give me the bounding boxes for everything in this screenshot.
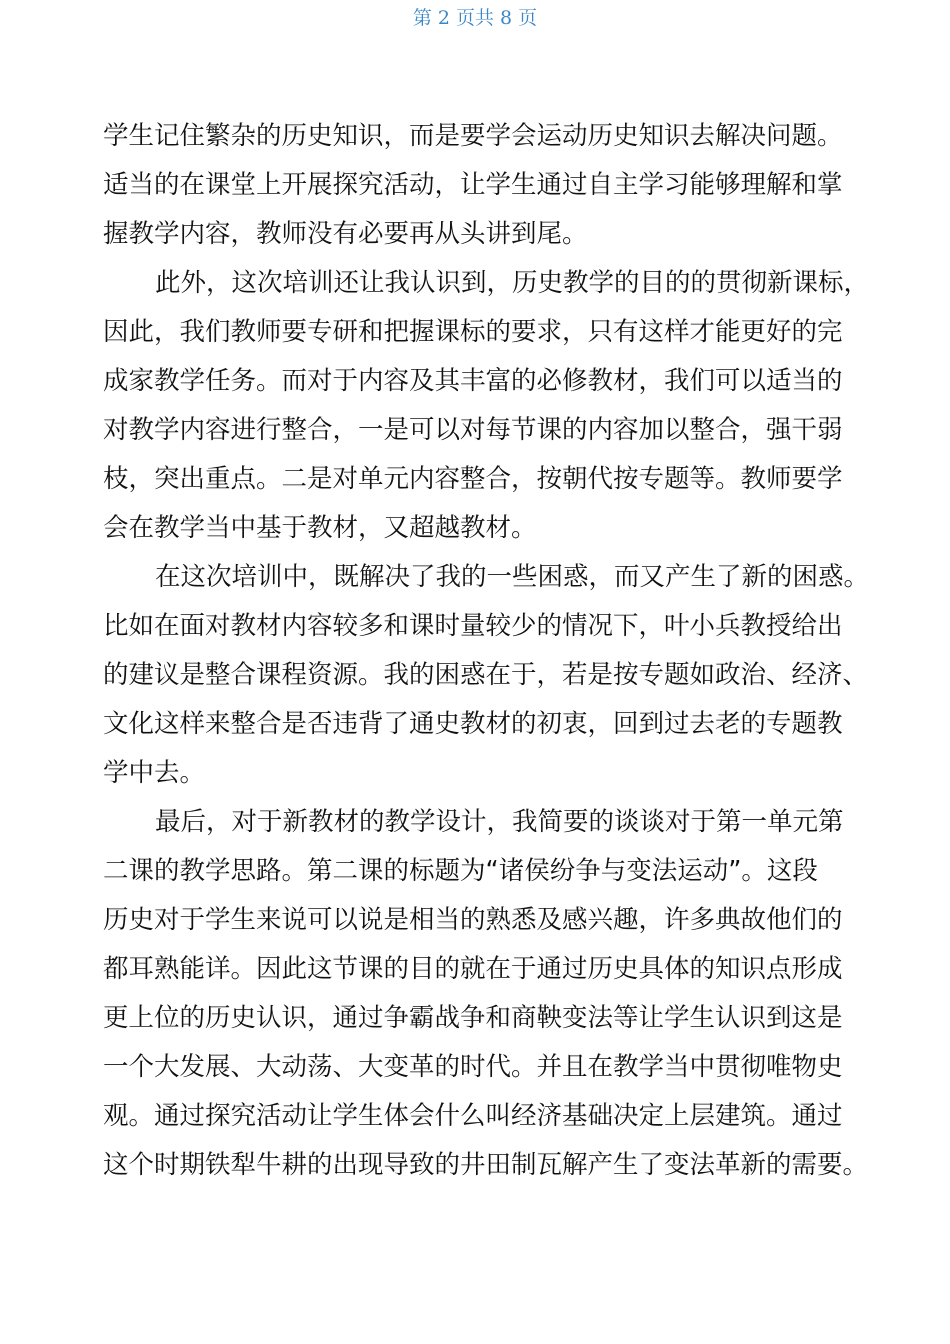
text-line: 历史对于学生来说可以说是相当的熟悉及感兴趣，许多典故他们的 xyxy=(103,905,843,935)
text-line: 都耳熟能详。因此这节课的目的就在于通过历史具体的知识点形成 xyxy=(103,954,843,984)
text-line: 因此，我们教师要专研和把握课标的要求，只有这样才能更好的完 xyxy=(103,317,843,347)
text-line: 更上位的历史认识，通过争霸战争和商鞅变法等让学生认识到这是 xyxy=(103,1003,843,1033)
text-line: 学中去。 xyxy=(103,758,206,788)
text-line: 会在教学当中基于教材，又超越教材。 xyxy=(103,513,537,543)
text-line: 比如在面对教材内容较多和课时量较少的情况下，叶小兵教授给出 xyxy=(103,611,843,641)
text-line: 成家教学任务。而对于内容及其丰富的必修教材，我们可以适当的 xyxy=(103,366,843,396)
text-line: 这个时期铁犁牛耕的出现导致的井田制瓦解产生了变法革新的需要。 xyxy=(103,1150,869,1180)
page-number-header: 第 2 页共 8 页 xyxy=(412,7,538,29)
text-line: 的建议是整合课程资源。我的困惑在于，若是按专题如政治、经济、 xyxy=(103,660,869,690)
text-line: 观。通过探究活动让学生体会什么叫经济基础决定上层建筑。通过 xyxy=(103,1101,843,1131)
paragraph-first-line: 在这次培训中，既解决了我的一些困惑，而又产生了新的困惑。 xyxy=(155,562,870,592)
text-line: 对教学内容进行整合，一是可以对每节课的内容加以整合，强干弱 xyxy=(103,415,843,445)
paragraph-first-line: 最后，对于新教材的教学设计，我简要的谈谈对于第一单元第 xyxy=(155,807,844,837)
text-line: 适当的在课堂上开展探究活动，让学生通过自主学习能够理解和掌 xyxy=(103,170,843,200)
paragraph-first-line: 此外，这次培训还让我认识到，历史教学的目的的贯彻新课标， xyxy=(155,268,870,298)
text-line: 握教学内容，教师没有必要再从头讲到尾。 xyxy=(103,219,588,249)
text-line: 二课的教学思路。第二课的标题为“诸侯纷争与变法运动”。这段 xyxy=(103,856,818,886)
text-line: 一个大发展、大动荡、大变革的时代。并且在教学当中贯彻唯物史 xyxy=(103,1052,843,1082)
text-line: 文化这样来整合是否违背了通史教材的初衷，回到过去老的专题教 xyxy=(103,709,843,739)
text-line: 枝，突出重点。二是对单元内容整合，按朝代按专题等。教师要学 xyxy=(103,464,843,494)
text-line: 学生记住繁杂的历史知识，而是要学会运动历史知识去解决问题。 xyxy=(103,121,843,151)
